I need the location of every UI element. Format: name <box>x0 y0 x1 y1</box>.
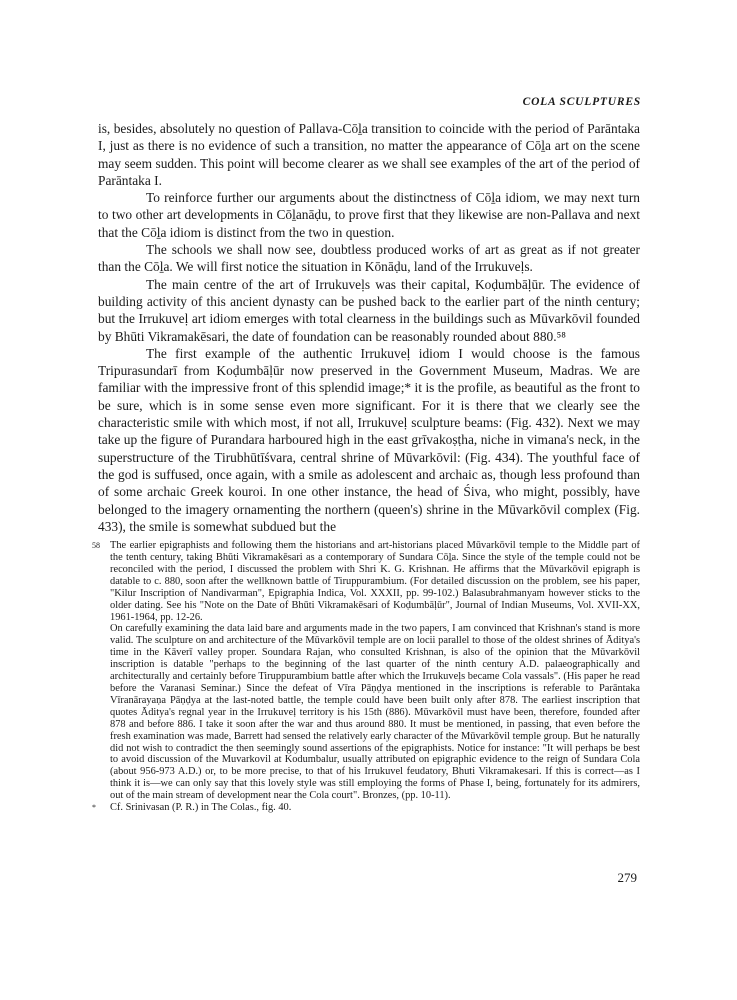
body-paragraph: To reinforce further our arguments about the distinctness of Cōḻa idiom, we may next turn to two other art developments in Cōḻanāḍu, to prove first that they likewise are non-Pallava and next that the Cōḻa idiom is distinct from the two in question. <box>98 190 640 240</box>
page-number: 279 <box>617 870 637 885</box>
text-block <box>92 120 640 814</box>
body-paragraph: The schools we shall now see, doubtless produced works of art as great as if not greater than the Cōḻa. We will first notice the situation in Kōnāḍu, land of the Irrukuveḷs. <box>98 242 640 275</box>
footnote <box>92 802 640 814</box>
footnote <box>98 623 640 802</box>
footnote-marker: * <box>92 803 96 813</box>
footnote-text: On carefully examining the data laid bare and arguments made in the two papers, I am convinced that Krishnan's stand is more valid. The sculpture on and architecture of the Mūvarkōvil temple are on locii parallel to those of the oldest shrines of Āditya's time in the Kāverī valley proper. Soundara Rajan, who consulted Krishnan, is also of the opinion that the Mūvarkōvil inscription is datable "perhaps to the beginning of the last quarter of the ninth century A.D. palaeographically and architecturally and certainly before Tiruppurambium battle after which the Irrukuveḷs became Cola vassals". (His paper he read before the Varanasi Seminar.) Since the defeat of Vīra Pāṇḍya mentioned in the inscriptions is referable to Parāntaka Vīranārayaṇa Pāṇḍya at the last-noted battle, the temple could have been built only after 878. The earliest inscription that quotes Āditya's regnal year in the Irrukuveḷ territory is his 15th (886). Mūvarkōvil must have been, therefore, founded after 878 and before 886. I take it soon after the war and thus around 880. It must be mentioned, in passing, that even before the fresh examination was made, Barrett had sensed the relatively early character of the Mūvarkōvil temple group. But he naturally did not wish to contradict the then seemingly sound assertions of the epigraphists. Notice for instance: "It will perhaps be best to avoid discussion of the Muvarkovil at Kodumbalur, usually attributed on epigraphic evidence to the reign of Sundara Cola (about 956-973 A.D.) or, to be more precise, to that of his Irrukuvel feudatory, Bhuti Vikramakesari. If this is correct—as I think it is—we can only say that this lovely style was still employing the forms of Phase I, being, fortunately for its admirers, out of the main stream of development near the Cola court". Bronzes, (pp. 10-11). <box>110 623 640 802</box>
footnote-text: Cf. Srinivasan (P. R.) in The Colas., fig. 40. <box>110 802 292 814</box>
footnotes <box>92 540 640 814</box>
footnote <box>92 540 640 623</box>
footnote-text: The earlier epigraphists and following them the historians and art-historians placed Mūvarkōvil temple to the Middle part of the tenth century, taking Bhūti Vikramakēsari as a contemporary of Sundara Cōḻa. Since the style of the temple could not be reconciled with the period, I discussed the problem with Shri K. G. Krishnan. He affirms that the Mūvarkōvil epigraph is datable to c. 880, soon after the wellknown battle of Tiruppurambium. (For detailed discussion on the problem, see his paper, "Kilur Inscription of Nandivarman", Epigraphia Indica, Vol. XXXII, pp. 99-102.) Balasubrahmanyam however sticks to the older dating. See his "Note on the Date of Bhūti Vikramakēsari of Koḍumbāḷūr", Journal of Indian Museums, Vol. XVII-XX, 1961-1964, pp. 12-26. <box>110 540 640 623</box>
body-paragraph: is, besides, absolutely no question of Pallava-Cōḻa transition to coincide with the period of Parāntaka I, just as there is no evidence of such a transition, no matter the appearance of Cōḻa art on the scene may seem sudden. This point will become clearer as we shall see examples of the art of the period of Parāntaka I. <box>98 121 640 188</box>
footnote-marker: 58 <box>92 541 100 551</box>
body-paragraph: The main centre of the art of Irrukuveḷs was their capital, Koḍumbāḷūr. The evidence of building activity of this ancient dynasty can be pushed back to the earlier part of the ninth century; but the Irrukuveḷ art idiom emerges with total clearness in the buildings such as Mūvarkōvil founded by Bhūti Vikramakēsari, the date of foundation can be reasonably rounded about 880.⁵⁸ <box>98 276 640 344</box>
running-head: COLA SCULPTURES <box>522 96 641 108</box>
body-paragraph: The first example of the authentic Irrukuveḷ idiom I would choose is the famous Tripurasundarī from Koḍumbāḷūr now preserved in the Government Museum, Madras. We are familiar with the impressive front of this splendid image;* it is the profile, as beautiful as the front to be sure, which is in some sense even more significant. For it is there that we clearly see the characteristic smile with which most, if not all, Irrukuveḷ sculpture beams: (Fig. 432). Next we may take up the figure of Purandara harboured high in the east grīvakoṣṭha, niche in vimana's neck, in the superstructure of the Tirubhūtīśvara, central shrine of Mūvarkōvil: (Fig. 434). The youthful face of the god is suffused, once again, with a smile as adolescent and archaic as, though less profound than of some archaic Greek kouroi. In one other instance, the head of Śiva, who might, possibly, have belonged to the imagery ornamenting the northern (queen's) shrine in the Mūvarkōvil complex (Fig. 433), the smile is somewhat subdued but the <box>98 345 640 534</box>
